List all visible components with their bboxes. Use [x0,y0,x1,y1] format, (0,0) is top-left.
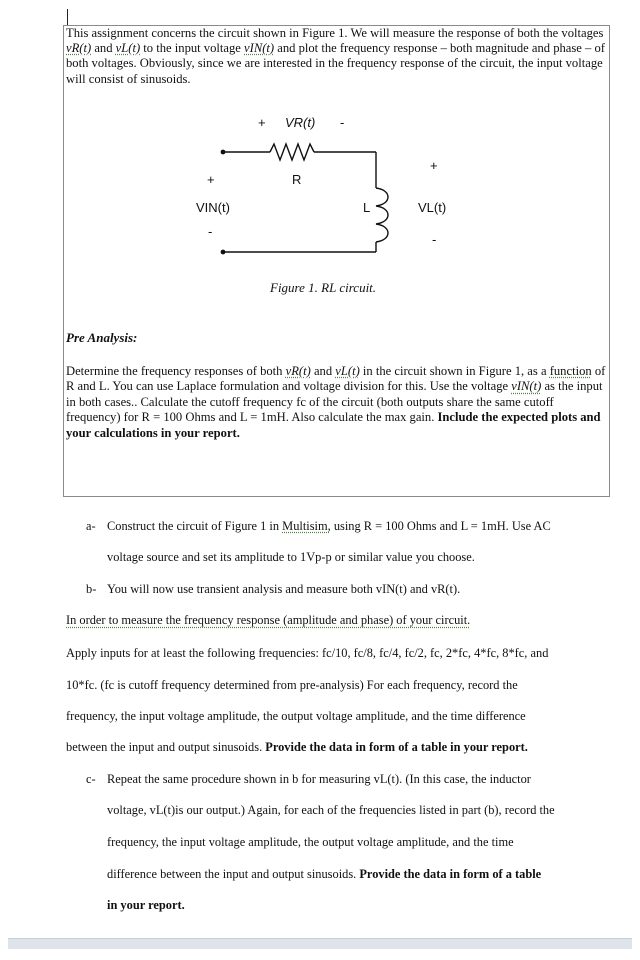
vl-minus-sign: - [432,232,437,247]
order-line: In order to measure the frequency response (amplitude and phase) of your circuit. [66,613,471,627]
pre-text-2: and [310,364,336,378]
apply-line-1: Apply inputs for at least the following frequencies: fc/10, fc/8, fc/4, fc/2, fc, 2*fc, 4*fc, 8*fc, and [66,646,549,660]
step-b-marker: b- [86,582,97,596]
apply-bold-4b: Provide the data in form of a table in your report. [265,740,528,754]
step-c-line-1: Repeat the same procedure shown in b for measuring vL(t). (In this case, the inductor [107,772,531,786]
pre-text-3: in the circuit shown in Figure 1, as a [359,364,550,378]
pre-analysis-paragraph [66,364,606,441]
pre-text-1: Determine the frequency responses of both [66,364,286,378]
apply-text-4a: between the input and output sinusoids. [66,740,266,754]
vr-plus-sign: + [258,115,266,130]
vr-minus-sign: - [340,115,345,130]
terminal-bottom [221,250,226,255]
vin-label: VIN(t) [196,200,230,215]
vr-label: VR(t) [285,115,316,130]
rl-circuit-diagram [0,0,640,320]
step-c-bold-4b: Provide the data in form of a table [359,867,542,881]
resistor-symbol [270,144,314,160]
pre-bold-instruction: Include the expected plots and your calculations in your report. [66,410,601,440]
intro-text-1: This assignment concerns the circuit shown in Figure 1. We will measure the response of both the voltages [66,26,604,40]
inductor-label: L [363,200,371,215]
step-a-line-2: voltage source and set its amplitude to 1Vp-p or similar value you choose. [107,550,475,564]
step-a-marker: a- [86,519,96,533]
vl-plus-sign: + [430,158,438,173]
pre-text-4: of R and L. You can use Laplace formulation and voltage division for this. Use the voltage [66,364,606,394]
step-b-line-1: You will now use transient analysis and measure both vIN(t) and vR(t). [107,582,461,596]
step-c-marker: c- [86,772,96,786]
pre-symbol-vin: vIN(t) [511,379,542,394]
pre-symbol-vl: vL(t) [335,364,360,378]
pre-analysis-title: Pre Analysis: [66,330,138,345]
intro-text-2: and [91,41,116,56]
step-a-text-1a: Construct the circuit of Figure 1 in [107,519,283,533]
inductor-symbol [376,188,388,242]
pre-symbol-vr: vR(t) [285,364,311,378]
apply-line-4 [66,739,528,755]
intro-text-4: and plot the frequency response – both magnitude and phase – of both voltages. Obviously, since we are interested in the frequency response of the circuit, the input voltage will consist of sinusoids. [66,41,605,86]
figure-caption: Figure 1. RL circuit. [270,280,377,295]
step-c-line-4 [107,866,541,882]
step-c-line-3: frequency, the input voltage amplitude, the output voltage amplitude, and the time [107,835,514,849]
intro-text-3: to the input voltage [140,41,245,56]
step-a-text-1b: using R = 100 Ohms and L = 1mH. Use AC [330,519,551,533]
pre-text-5: as the input in both cases.. Calculate the cutoff frequency fc of the circuit (both outputs share the same cutoff frequency) for R = 100 Ohms and L = 1mH. Also calculate the max gain. [66,379,603,425]
symbol-vin: vIN(t) [244,41,275,56]
step-a-line-1 [107,518,551,534]
step-c-line-2: voltage, vL(t)is our output.) Again, for each of the frequencies listed in part (b), record the [107,803,555,817]
step-c-text-4a: difference between the input and output sinusoids. [107,867,360,881]
apply-line-2: 10*fc. (fc is cutoff frequency determined from pre-analysis) For each frequency, record the [66,678,518,692]
page-footer-bar [8,938,632,949]
vin-minus-sign: - [208,224,213,239]
terminal-top [221,150,226,155]
vl-label: VL(t) [418,200,447,215]
symbol-vl: vL(t) [115,41,141,56]
symbol-vr: vR(t) [66,41,92,56]
vin-plus-sign: + [207,172,215,187]
pre-word-function: function [549,364,592,378]
step-c-line-5: in your report. [107,898,185,912]
resistor-label: R [292,172,302,187]
step-a-multisim: Multisim, [282,519,331,533]
apply-line-3: frequency, the input voltage amplitude, the output voltage amplitude, and the time difference [66,709,526,723]
